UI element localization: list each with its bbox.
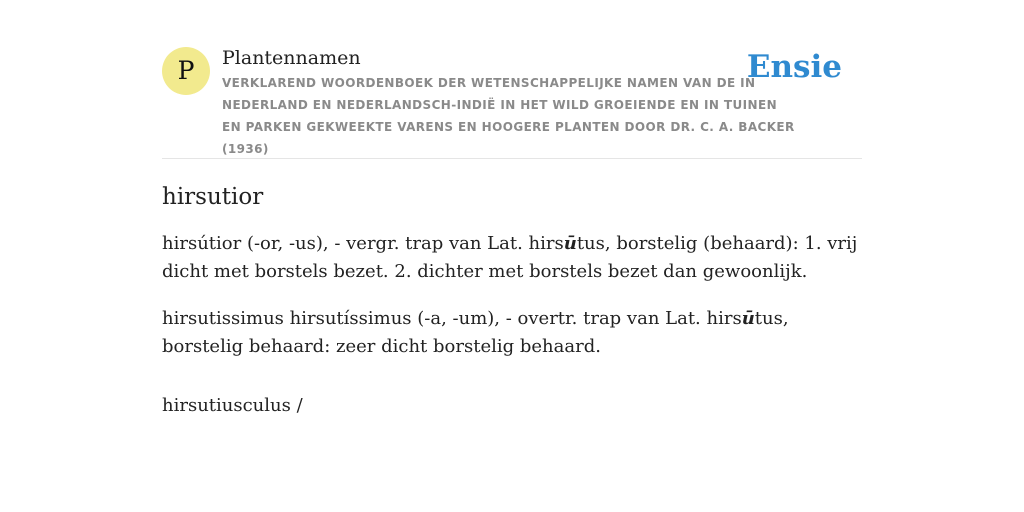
definition-paragraph xyxy=(162,305,862,361)
book-title-link[interactable]: Plantennamen xyxy=(222,47,361,69)
macron-letter: ū xyxy=(563,233,577,254)
definition-paragraph xyxy=(162,230,862,286)
definition-text-before: hirsútior (-or, -us), - vergr. trap van Lat. hirs xyxy=(162,233,564,254)
book-header xyxy=(162,44,862,159)
related-entry-link[interactable]: hirsutiusculus / xyxy=(162,395,303,416)
ensie-logo-link[interactable]: Ensie xyxy=(746,49,842,85)
definition-text-after: tus, borstelig behaard: zeer dicht borstelig behaard. xyxy=(162,308,789,357)
definition-text-after: tus, borstelig (behaard): 1. vrij dicht met borstels bezet. 2. dichter met borstels bezet dan gewoonlijk. xyxy=(162,233,858,282)
definition-text-before: hirsutissimus hirsutíssimus (-a, -um), - overtr. trap van Lat. hirs xyxy=(162,308,742,329)
entry-content xyxy=(162,180,862,416)
book-avatar[interactable]: P xyxy=(162,47,210,95)
book-subtitle: VERKLAREND WOORDENBOEK DER WETENSCHAPPELIJKE NAMEN VAN DE IN NEDERLAND EN NEDERLANDSCH-INDIË IN HET WILD GROEIENDE EN IN TUINEN EN PARKEN GEKWEEKTE VARENS EN HOOGERE PLANTEN DOOR DR. C. A. BACKER (1936) xyxy=(222,76,795,156)
entry-title: hirsutior xyxy=(162,184,264,210)
macron-letter: ū xyxy=(741,308,755,329)
